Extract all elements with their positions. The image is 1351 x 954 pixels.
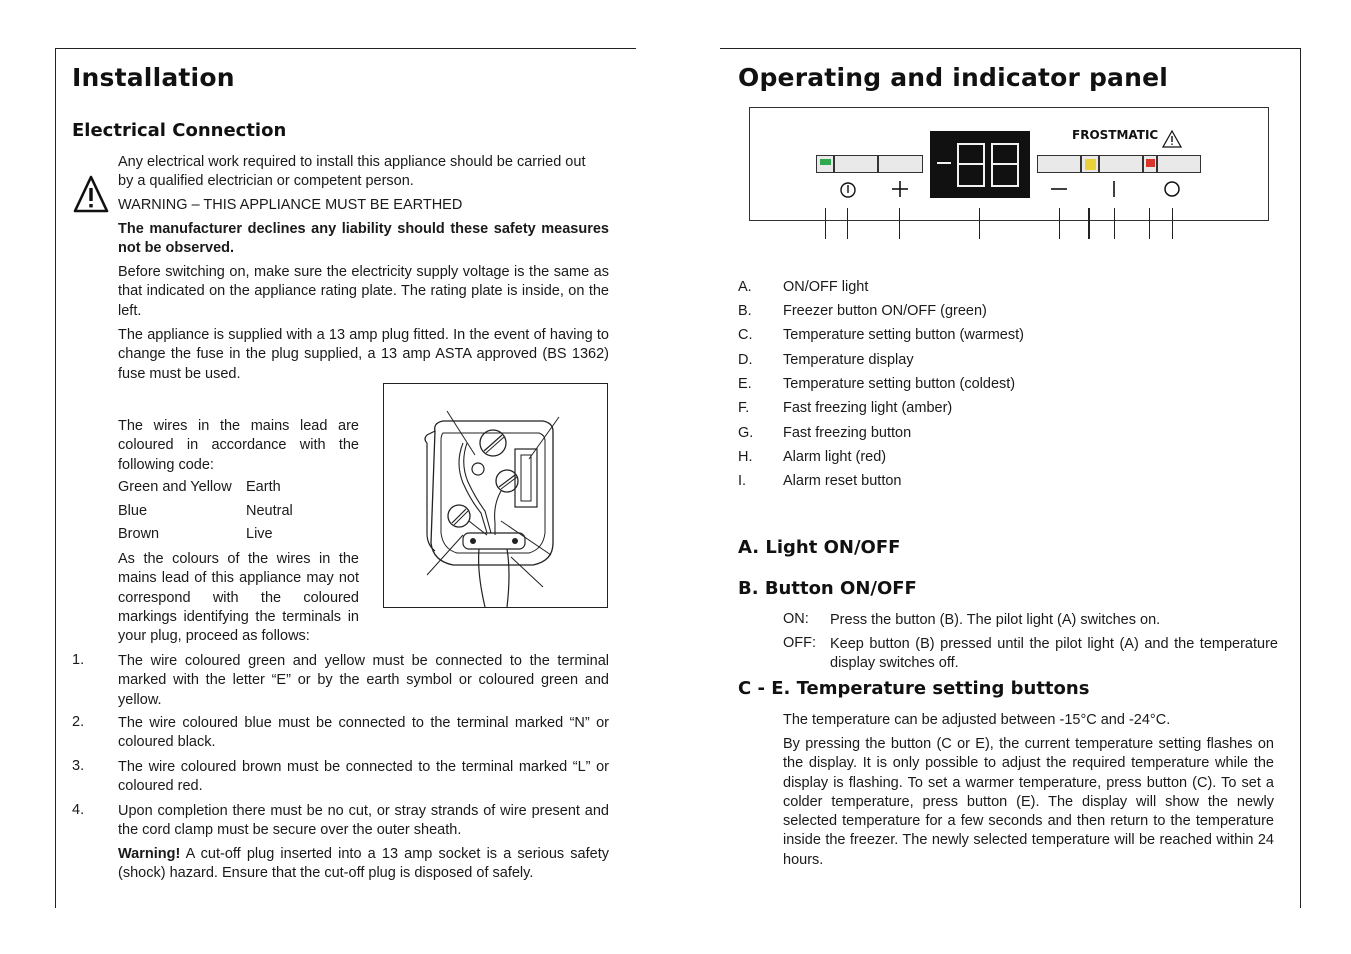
leader-line-a	[825, 208, 826, 239]
step-text: The wire coloured blue must be connected to the terminal marked “N” or coloured black.	[118, 715, 609, 751]
left-page-top-rule	[55, 48, 636, 49]
wire-terminal: Live	[246, 526, 273, 542]
leader-line-f	[1088, 208, 1090, 239]
section-title-button-on-off: B. Button ON/OFF	[738, 578, 917, 599]
wire-terminal: Earth	[246, 479, 281, 495]
leader-line-d	[979, 208, 980, 239]
step-text: The wire coloured green and yellow must be connected to the terminal marked with the letter “E” or by the earth symbol or coloured green and yellow.	[118, 653, 609, 708]
temperature-display	[930, 131, 1030, 198]
legend-label: Fast freezing button	[783, 425, 912, 441]
paragraph-qualified-electrician: Any electrical work required to install this appliance should be carried out by a qualified electrician or competent person.	[118, 154, 586, 190]
on-off-light-green	[820, 159, 831, 165]
alarm-reset-button-icon[interactable]	[1163, 180, 1181, 198]
right-page-top-rule	[720, 48, 1301, 49]
power-button-icon[interactable]	[839, 181, 857, 199]
frostmatic-label: FROSTMATIC	[1072, 128, 1159, 142]
paragraph-wire-code-intro: The wires in the mains lead are coloured in accordance with the following code:	[118, 418, 359, 473]
legend-key: I.	[738, 473, 747, 489]
paragraph-liability: The manufacturer declines any liability should these safety measures not be observed.	[118, 221, 609, 257]
on-off-light-segment	[816, 155, 834, 173]
legend-key: F.	[738, 400, 750, 416]
on-key: ON:	[783, 611, 809, 627]
fast-freezing-light-amber	[1085, 159, 1096, 170]
step-number: 3.	[72, 758, 85, 774]
legend-key: D.	[738, 352, 753, 368]
warning-label: Warning!	[118, 846, 181, 862]
on-description: Press the button (B). The pilot light (A) switches on.	[830, 612, 1161, 628]
panel-segment	[834, 155, 878, 173]
step-number: 2.	[72, 714, 85, 730]
panel-segment	[1099, 155, 1143, 173]
leader-line-i	[1172, 208, 1173, 239]
panel-segment	[1157, 155, 1201, 173]
alarm-warning-icon	[1162, 130, 1182, 148]
page-title-operating-panel: Operating and indicator panel	[738, 63, 1169, 92]
legend-key: C.	[738, 327, 753, 343]
warning-triangle-icon	[73, 174, 109, 214]
section-title-temperature-buttons: C - E. Temperature setting buttons	[738, 678, 1090, 699]
wire-colour: Brown	[118, 526, 160, 542]
off-key: OFF:	[783, 635, 817, 651]
warning-earthed: WARNING – THIS APPLIANCE MUST BE EARTHED	[118, 197, 463, 213]
legend-label: Temperature setting button (warmest)	[783, 327, 1024, 343]
legend-label: Alarm light (red)	[783, 449, 887, 465]
legend-key: E.	[738, 376, 752, 392]
wire-colour: Blue	[118, 503, 148, 519]
legend-key: H.	[738, 449, 753, 465]
cut-off-plug-warning	[118, 845, 609, 884]
legend-label: Temperature setting button (coldest)	[783, 376, 1016, 392]
legend-label: Fast freezing light (amber)	[783, 400, 953, 416]
alarm-light-red	[1146, 159, 1155, 167]
step-number: 4.	[72, 802, 85, 818]
leader-line-c	[899, 208, 900, 239]
wire-colour: Green and Yellow	[118, 479, 232, 495]
paragraph-fuse: The appliance is supplied with a 13 amp plug fitted. In the event of having to change the fuse in the plug supplied, a 13 amp ASTA approved (BS 1362) fuse must be used.	[118, 327, 609, 382]
leader-line-e	[1059, 208, 1060, 239]
legend-label: Alarm reset button	[783, 473, 902, 489]
leader-line-b	[847, 208, 848, 239]
paragraph-colours-mismatch: As the colours of the wires in the mains lead of this appliance may not correspond with the coloured markings identifying the terminals in your plug, proceed as follows:	[118, 551, 359, 645]
fast-freeze-button-icon[interactable]	[1104, 179, 1124, 199]
seven-segment-display	[930, 131, 1030, 198]
section-title-light-on-off: A. Light ON/OFF	[738, 537, 901, 558]
legend-label: Temperature display	[783, 352, 914, 368]
wire-terminal: Neutral	[246, 503, 293, 519]
paragraph-voltage: Before switching on, make sure the electricity supply voltage is the same as that indicated on the appliance rating plate. The rating plate is inside, on the left.	[118, 264, 609, 319]
right-page-side-rule	[1300, 48, 1301, 908]
off-description: Keep button (B) pressed until the pilot light (A) and the temperature display switches off.	[830, 636, 1278, 672]
panel-segment	[878, 155, 923, 173]
temperature-range: The temperature can be adjusted between -15°C and -24°C.	[783, 712, 1171, 728]
alarm-light-segment	[1143, 155, 1157, 173]
panel-segment	[1037, 155, 1081, 173]
minus-button-icon[interactable]	[1049, 179, 1069, 199]
legend-key: B.	[738, 303, 752, 319]
plug-wiring-diagram	[383, 383, 608, 608]
step-text: Upon completion there must be no cut, or stray strands of wire present and the cord clamp must be secure over the outer sheath.	[118, 803, 609, 839]
leader-line-g	[1114, 208, 1115, 239]
section-title-electrical-connection: Electrical Connection	[72, 120, 287, 141]
step-number: 1.	[72, 652, 85, 668]
leader-line-h	[1149, 208, 1150, 239]
fast-freezing-light-segment	[1081, 155, 1099, 173]
legend-label: Freezer button ON/OFF (green)	[783, 303, 987, 319]
legend-key: A.	[738, 279, 752, 295]
legend-key: G.	[738, 425, 754, 441]
plus-button-icon[interactable]	[890, 179, 910, 199]
page-title-installation: Installation	[72, 63, 235, 92]
warning-text: A cut-off plug inserted into a 13 amp socket is a serious safety (shock) hazard. Ensure that the cut-off plug is disposed of safely.	[118, 846, 609, 882]
left-page-side-rule	[55, 48, 56, 908]
step-text: The wire coloured brown must be connected to the terminal marked “L” or coloured red.	[118, 759, 609, 795]
legend-label: ON/OFF light	[783, 279, 869, 295]
temperature-adjust-instructions: By pressing the button (C or E), the current temperature setting flashes on the display. It is only possible to adjust the required temperature while the display is flashing. To set a warmer temperature, press button (C). To set a colder temperature, press button (E). The display will show the newly selected temperature for a few seconds and then return to the temperature inside the freezer. The newly selected temperature will be reached within 24 hours.	[783, 736, 1274, 868]
